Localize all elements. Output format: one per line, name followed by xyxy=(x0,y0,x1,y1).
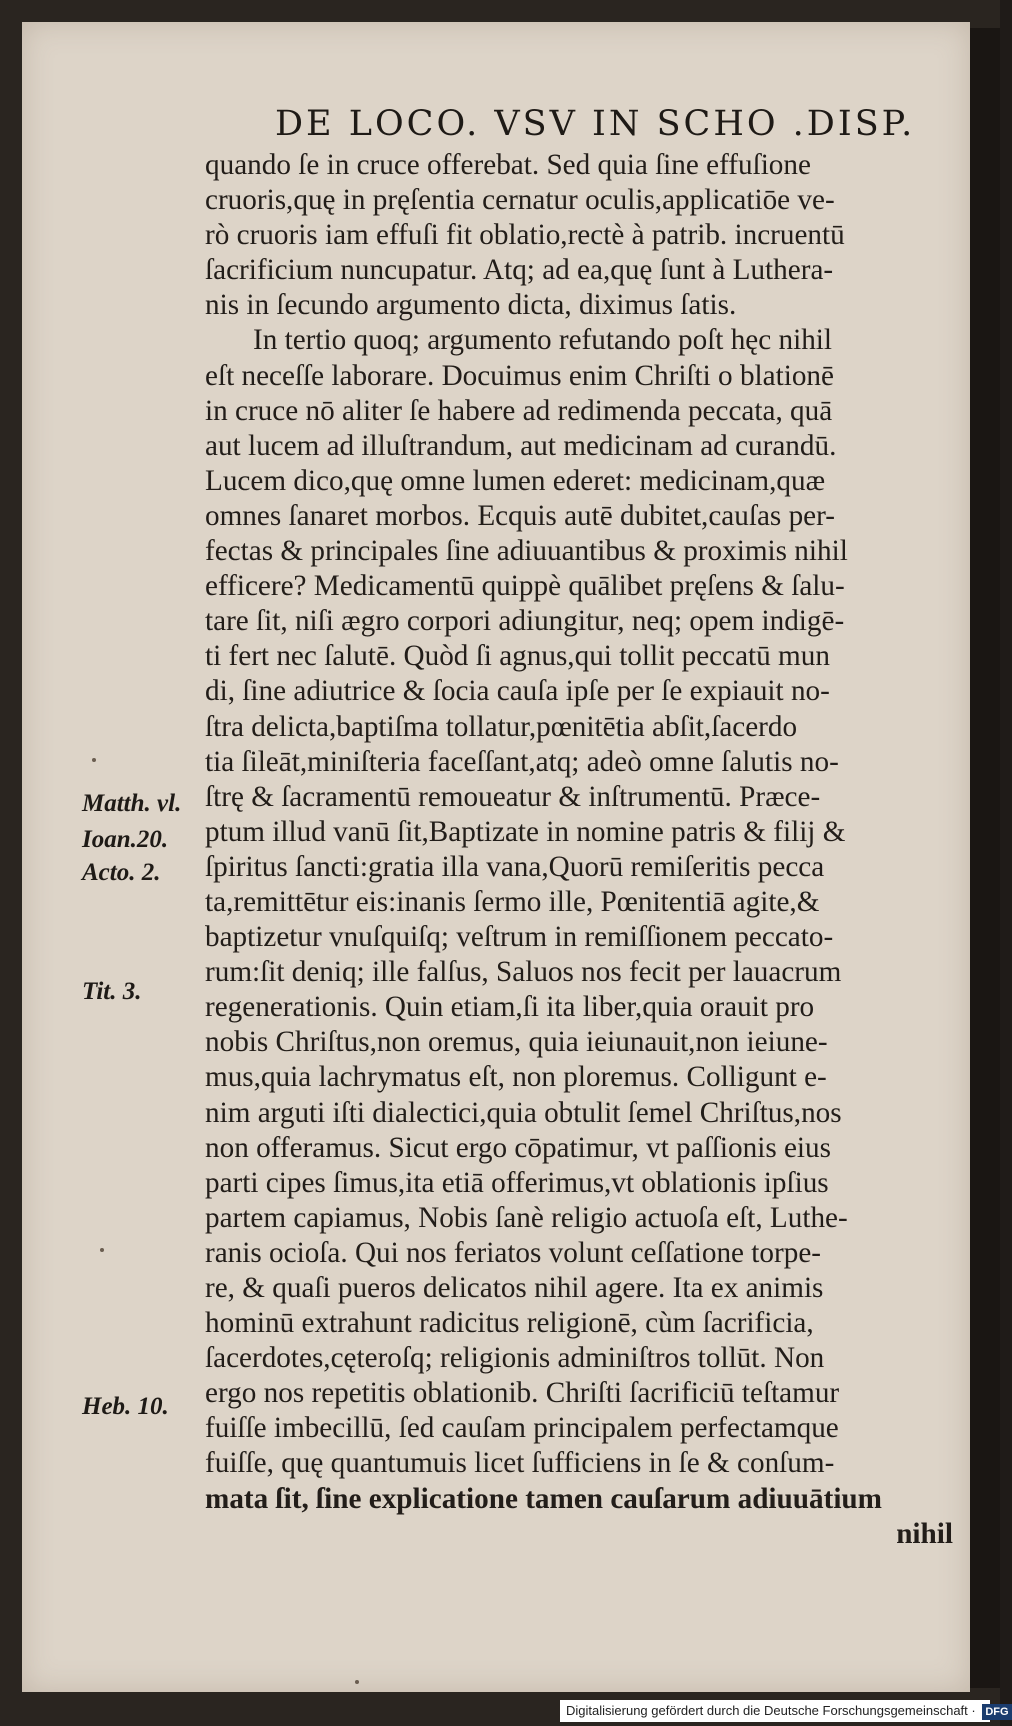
text-line: nobis Chriſtus,non oremus, quia ieiunauit,non ieiune- xyxy=(205,1026,828,1059)
text-line: efficere? Medicamentū quippè quālibet pręſens & ſalu- xyxy=(205,570,845,603)
text-line: nim arguti iſti dialectici,quia obtulit ſemel Chriſtus,nos xyxy=(205,1096,842,1129)
text-line: ptum illud vanū ſit,Baptizate in nomine patris & filij & xyxy=(205,815,846,848)
ink-speck xyxy=(92,758,96,762)
text-line: ti fert nec ſalutē. Quòd ſi agnus,qui tollit peccatū mun xyxy=(205,640,830,673)
text-line: ſacerdotes,cęteroſq; religionis adminiſtros tollūt. Non xyxy=(205,1342,825,1375)
margin-note-ioan: Ioan.20. xyxy=(82,826,169,853)
text-line: tare ſit, niſi ægro corpori adiungitur, neq; opem indigē- xyxy=(205,605,845,638)
text-line: mus,quia lachrymatus eſt, non ploremus. Colligunt e- xyxy=(205,1061,827,1094)
text-line: fectas & principales ſine adiuuantibus & proximis nihil xyxy=(205,535,848,568)
footer-separator: · xyxy=(971,1703,980,1718)
text-line: re, & quaſi pueros delicatos nihil agere. Ita ex animis xyxy=(205,1272,824,1304)
digitization-footer xyxy=(560,1700,1009,1722)
dfg-logo-icon: DFG xyxy=(982,1704,1011,1720)
text-line: In tertio quoq; argumento refutando poſt hęc nihil xyxy=(253,324,833,357)
text-line: Lucem dico,quę omne lumen ederet: medicinam,quæ xyxy=(205,464,826,497)
text-line: omnes ſanaret morbos. Ecquis autē dubitet,cauſas per- xyxy=(205,499,835,532)
text-line: ta,remittētur eis:inanis ſermo ille, Pœnitentiā agite,& xyxy=(205,885,820,918)
text-line: rò cruoris iam effuſi fit oblatio,rectè à patrib. incruentū xyxy=(205,219,845,252)
text-line: cruoris,quę in pręſentia cernatur oculis,applicatiōe ve- xyxy=(205,184,835,217)
margin-note-tit: Tit. 3. xyxy=(82,978,142,1005)
text-line: nis in ſecundo argumento dicta, diximus ſatis. xyxy=(205,289,737,322)
text-line: partem capiamus, Nobis ſanè religio actuoſa eſt, Luthe- xyxy=(205,1201,848,1234)
text-line: ſacrificium nuncupatur. Atq; ad ea,quę ſunt à Luthera- xyxy=(205,254,834,287)
text-line: ergo nos repetitis oblationib. Chriſti ſacrificiū teſtamur xyxy=(205,1377,840,1410)
text-line: tia ſileāt,miniſteria faceſſant,atq; adeò omne ſalutis no- xyxy=(205,745,839,778)
text-line: parti cipes ſimus,ita etiā offerimus,vt oblationis ipſius xyxy=(205,1166,829,1199)
text-line: fuiſſe, quę quantumuis licet ſufficiens in ſe & conſum- xyxy=(205,1447,835,1480)
text-line: rum:ſit deniq; ille falſus, Saluos nos fecit per lauacrum xyxy=(205,956,842,989)
text-line: baptizetur vnuſquiſq; veſtrum in remiſſionem peccato- xyxy=(205,921,834,954)
text-line: regenerationis. Quin etiam,ſi ita liber,quia orauit pro xyxy=(205,991,815,1024)
text-line: mata ſit, ſine explicatione tamen cauſarum adiuuātium xyxy=(205,1482,882,1515)
text-line: hominū extrahunt radicitus religionē, cùm ſacrificia, xyxy=(205,1307,814,1340)
margin-note-acto: Acto. 2. xyxy=(82,859,161,886)
text-line: ſpiritus ſancti:gratia illa vana,Quorū remiſeritis pecca xyxy=(205,850,825,883)
text-line: ſtrę & ſacramentū remoueatur & inſtrumentū. Præce- xyxy=(205,780,821,813)
margin-note-heb: Heb. 10. xyxy=(82,1393,169,1420)
body-text xyxy=(205,148,965,1552)
footer-text: Digitalisierung gefördert durch die Deutsche Forschungsgemeinschaft xyxy=(566,1703,968,1718)
catchword: nihil xyxy=(896,1517,953,1550)
text-line: eſt neceſſe laborare. Docuimus enim Chriſti o blationē xyxy=(205,359,834,392)
text-line: di, ſine adiutrice & ſocia cauſa ipſe per ſe expiauit no- xyxy=(205,675,830,708)
text-line: in cruce nō aliter ſe habere ad redimenda peccata, quā xyxy=(205,394,833,427)
page-edge xyxy=(970,28,1000,1688)
running-head: DE LOCO. VSV IN SCHO .DISP. xyxy=(275,104,916,144)
text-line: aut lucem ad illuſtrandum, aut medicinam ad curandū. xyxy=(205,429,837,462)
ink-speck xyxy=(355,1680,359,1684)
text-line: quando ſe in cruce offerebat. Sed quia ſine effuſione xyxy=(205,149,811,181)
text-line: ſtra delicta,baptiſma tollatur,pœnitētia abſit,ſacerdo xyxy=(205,710,798,743)
text-line: non offeramus. Sicut ergo cōpatimur, vt paſſionis eius xyxy=(205,1131,831,1164)
text-line: fuiſſe imbecillū, ſed cauſam principalem perfectamque xyxy=(205,1412,839,1445)
ink-speck xyxy=(100,1248,104,1252)
margin-note-matth: Matth. vl. xyxy=(82,790,182,817)
text-line: ranis ocioſa. Qui nos feriatos volunt ceſſatione torpe- xyxy=(205,1236,822,1269)
